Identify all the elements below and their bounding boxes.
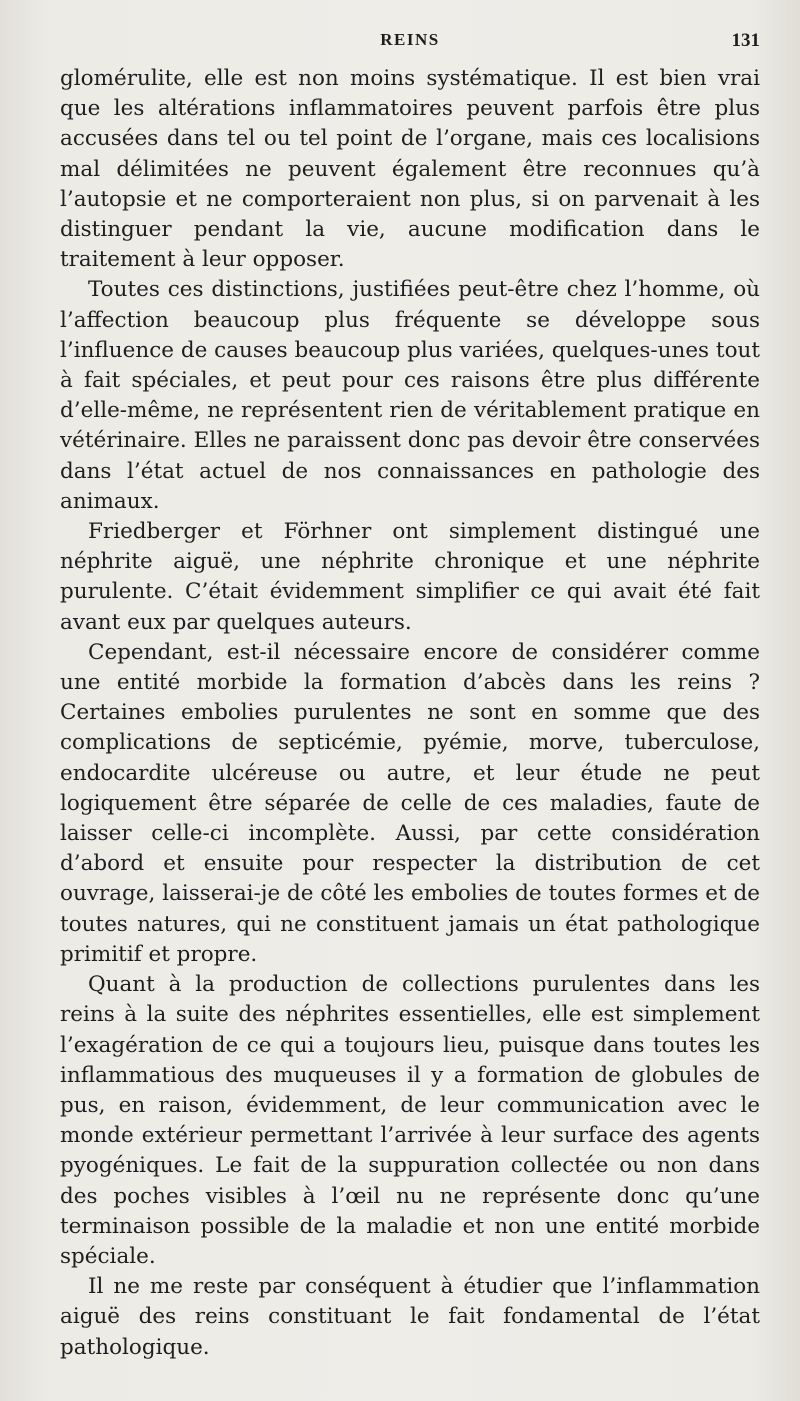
page-header <box>60 30 760 60</box>
running-title: REINS <box>380 30 440 49</box>
paragraph-1: glomérulite, elle est non moins systématique. Il est bien vrai que les altérations inflammatoires peuvent parfois être plus accusées dans tel ou tel point de l’organe, mais ces localisions mal délimitées ne peuvent également être reconnues qu’à l’autopsie et ne comporteraient non plus, si on parvenait à les distinguer pendant la vie, aucune modification dans le traitement à leur opposer. <box>60 66 760 273</box>
paragraph-4: Cependant, est-il nécessaire encore de considérer comme une entité morbide la formation d’abcès dans les reins ? Certaines embolies purulentes ne sont en somme que des complications de septicémie, pyémie, morve, tuberculose, endocardite ulcéreuse ou autre, et leur étude ne peut logiquement être séparée de celle de ces maladies, faute de laisser celle-ci incomplète. Aussi, par cette considération d’abord et ensuite pour respecter la distribution de cet ouvrage, laisserai-je de côté les embolies de toutes formes et de toutes natures, qui ne constituent jamais un état pathologique primitif et propre. <box>60 639 760 967</box>
page-number: 131 <box>731 30 760 51</box>
paragraph-5: Quant à la production de collections purulentes dans les reins à la suite des néphrites essentielles, elle est simplement l’exagération de ce qui a toujours lieu, puisque dans toutes les inflammatious des muqueuses il y a formation de globules de pus, en raison, évidemment, de leur communication avec le monde extérieur permettant l’arrivée à leur surface des agents pyogéniques. Le fait de la suppuration collectée ou non dans des poches visibles à l’œil nu ne représente donc qu’une terminaison possible de la maladie et non une entité morbide spéciale. <box>60 972 760 1269</box>
paragraph-6: Il ne me reste par conséquent à étudier que l’inflammation aiguë des reins constituant le fait fondamental de l’état pathologique. <box>60 1274 760 1360</box>
paragraph-2: Toutes ces distinctions, justifiées peut-être chez l’homme, où l’affection beaucoup plus fréquente se développe sous l’influence de causes beaucoup plus variées, quelques-unes tout à fait spéciales, et peut pour ces raisons être plus différente d’elle-même, ne représentent rien de véritablement pratique en vétérinaire. Elles ne paraissent donc pas devoir être conservées dans l’état actuel de nos connaissances en pathologie des animaux. <box>60 277 760 514</box>
paragraph-3: Friedberger et Förhner ont simplement distingué une néphrite aiguë, une néphrite chronique et une néphrite purulente. C’était évidemment simplifier ce qui avait été fait avant eux par quelques auteurs. <box>60 519 760 635</box>
body-text <box>60 64 760 1363</box>
